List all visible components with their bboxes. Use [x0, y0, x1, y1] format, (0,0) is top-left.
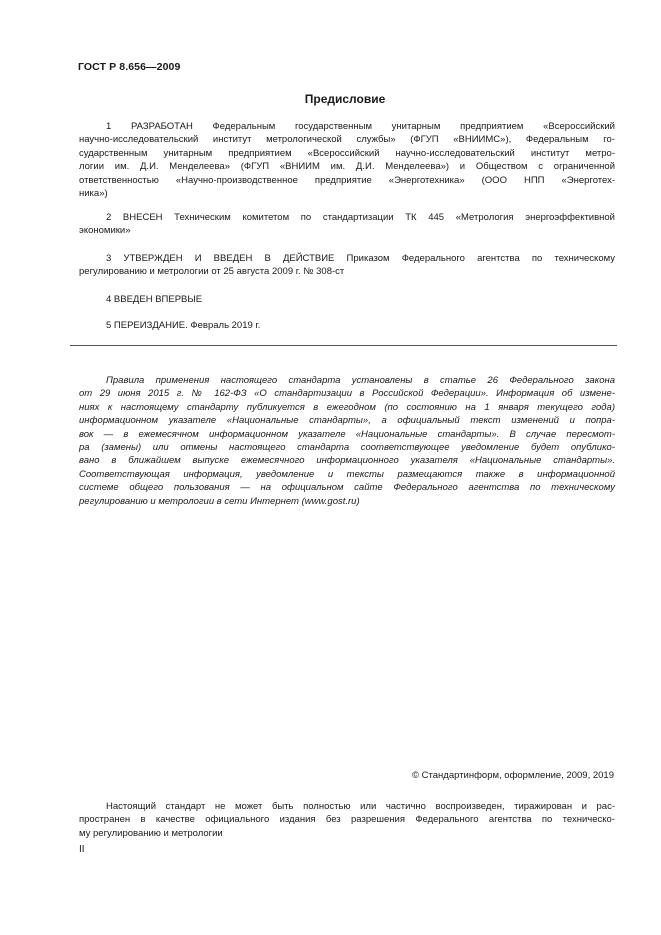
reproduction-notice [79, 800, 615, 840]
text-line: ра (замены) или отмены настоящего стандарта соответствующее уведомление будет опублико- [79, 442, 615, 454]
text-line: Правила применения настоящего стандарта установлены в статье 26 Федерального закона [106, 375, 615, 386]
text-line: му регулированию и метрологии [79, 827, 223, 839]
text-line: 4 ВВЕДЕН ВПЕРВЫЕ [106, 294, 203, 305]
section-1 [79, 120, 615, 200]
text-line: 1 РАЗРАБОТАН Федеральным государственным унитарным предприятием «Всероссийский [106, 121, 615, 132]
text-line: регулированию и метрологии от 25 августа 2009 г. № 308-ст [79, 266, 345, 278]
section-4 [79, 293, 615, 306]
text-line: Соответствующая информация, уведомление и тексты размещаются также в информационной [79, 468, 615, 480]
text-line: вано в ближайшем выпуске ежемесячного информационного указателя «Национальные стандарты». [79, 455, 615, 467]
section-5 [79, 319, 615, 332]
text-line: ниях к настоящему стандарту публикуется в ежегодном (по состоянию на 1 января текущего года) [79, 401, 615, 413]
text-line: пространен в качестве официального издания без разрешения Федерального агентства по техническо- [79, 814, 615, 826]
text-line: системе общего пользования — на официальном сайте Федерального агентства по техническому [79, 482, 615, 494]
text-line: 5 ПЕРЕИЗДАНИЕ. Февраль 2019 г. [106, 320, 261, 331]
text-line: 2 ВНЕСЕН Техническим комитетом по стандартизации ТК 445 «Метрология энергоэффективной [106, 212, 615, 223]
section-3 [79, 252, 615, 279]
standard-application-notice [79, 374, 615, 508]
section-2 [79, 211, 615, 238]
text-line: вок — в ежемесячном информационном указателе «Национальные стандарты». В случае пересмот- [79, 428, 615, 440]
text-line: ответственностью «Научно-производственное предприятие «Энерготехника» (ООО НПП «Энерготех- [79, 174, 615, 186]
text-line: экономики» [79, 225, 131, 237]
text-line: от 29 июня 2015 г. № 162-ФЗ «О стандартизации в Российской Федерации». Информация об измене- [79, 388, 615, 400]
text-line: сударственным унитарным предприятием «Всероссийский научно-исследовательский институт метро- [79, 147, 615, 159]
document-code: ГОСТ Р 8.656—2009 [78, 61, 181, 73]
page-title: Предисловие [304, 92, 386, 106]
text-line: ника») [79, 188, 108, 200]
copyright-notice: © Стандартинформ, оформление, 2009, 2019 [412, 770, 614, 781]
text-line: Настоящий стандарт не может быть полностью или частично воспроизведен, тиражирован и рас- [106, 801, 615, 812]
text-line: регулированию и метрологии в сети Интернет (www.gost.ru) [79, 495, 360, 507]
text-line: информационном указателе «Национальные стандарты», а официальный текст изменений и попра- [79, 415, 615, 427]
text-line: научно-исследовательский институт метрологической службы» (ФГУП «ВНИИМС»), Федеральным го- [79, 134, 615, 146]
text-line: 3 УТВЕРЖДЕН И ВВЕДЕН В ДЕЙСТВИЕ Приказом Федерального агентства по техническому [106, 253, 615, 264]
separator-rule [70, 345, 617, 346]
text-line: логии им. Д.И. Менделеева» (ФГУП «ВНИИМ им. Д.И. Менделеева») и Обществом с ограниченной [79, 161, 615, 173]
page-number: II [79, 844, 85, 855]
